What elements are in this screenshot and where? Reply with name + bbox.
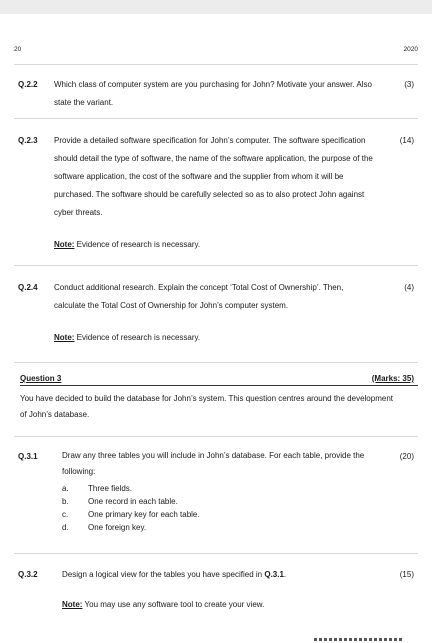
question-number: Q.3.1 — [18, 452, 38, 461]
footer-mark — [314, 638, 404, 641]
list-letter: d. — [62, 523, 69, 532]
question-body — [54, 132, 374, 254]
question-marks: (20) — [399, 452, 414, 461]
divider — [14, 436, 418, 437]
list-text: One record in each table. — [88, 497, 178, 506]
list-item — [62, 495, 382, 508]
question-3-intro: You have decided to build the database for John’s system. This question centres around the development of John’s database. — [20, 394, 393, 419]
divider — [14, 265, 418, 266]
divider — [14, 362, 418, 363]
note-text: Evidence of research is necessary. — [74, 333, 201, 342]
divider — [14, 64, 418, 65]
question-marks: (15) — [399, 570, 414, 579]
question-marks: (4) — [404, 283, 414, 292]
heading-underline — [20, 385, 418, 386]
note-label: Note: — [62, 600, 83, 609]
question-number: Q.2.4 — [18, 283, 38, 292]
page-header-right: 2020 — [403, 46, 418, 53]
list-item — [62, 508, 382, 521]
question-body — [62, 570, 382, 610]
divider — [14, 118, 418, 119]
note — [62, 600, 382, 610]
question-text — [62, 570, 382, 580]
list-text: One primary key for each table. — [88, 510, 200, 519]
question-body — [62, 448, 382, 534]
requirements-list — [62, 482, 382, 534]
question-3-marks: (Marks: 35) — [371, 374, 414, 383]
note — [54, 236, 374, 254]
question-text: Provide a detailed software specification for John’s computer. The software specification should detail the type of software, the name of the software application, the purpose of the software application, the cost of the software and the supplier from whom it will be purchased. The software should be carefully selected so as to also protect John against cyber threats. — [54, 136, 373, 217]
list-letter: a. — [62, 484, 69, 493]
list-item — [62, 521, 382, 534]
question-3-title: Question 3 — [20, 374, 62, 383]
divider — [14, 553, 418, 554]
question-body — [54, 279, 374, 347]
note-text: You may use any software tool to create your view. — [82, 600, 265, 609]
note-text: Evidence of research is necessary. — [74, 240, 201, 249]
question-reference: Q.3.1 — [264, 570, 284, 579]
top-strip — [0, 0, 432, 14]
question-text: Conduct additional research. Explain the concept ‘Total Cost of Ownership’. Then, calculate the Total Cost of Ownership for John’s computer system. — [54, 283, 344, 310]
question-text-end: . — [283, 570, 287, 579]
question-number: Q.2.3 — [18, 136, 38, 145]
question-3-heading — [20, 374, 418, 383]
question-marks: (14) — [399, 136, 414, 145]
list-item — [62, 482, 382, 495]
note-label: Note: — [54, 333, 75, 342]
question-text-main: Design a logical view for the tables you have specified in — [62, 570, 265, 579]
question-text: Draw any three tables you will include in John’s database. For each table, provide the following: — [62, 451, 365, 476]
page-header-left: 20 — [14, 46, 22, 53]
question-text: Which class of computer system are you purchasing for John? Motivate your answer. Also state the variant. — [54, 80, 372, 107]
note-label: Note: — [54, 240, 75, 249]
list-letter: b. — [62, 497, 69, 506]
question-number: Q.3.2 — [18, 570, 38, 579]
list-text: Three fields. — [88, 484, 133, 493]
note — [54, 329, 374, 347]
question-marks: (3) — [404, 80, 414, 89]
list-text: One foreign key. — [88, 523, 147, 532]
list-letter: c. — [62, 510, 69, 519]
question-number: Q.2.2 — [18, 80, 38, 89]
